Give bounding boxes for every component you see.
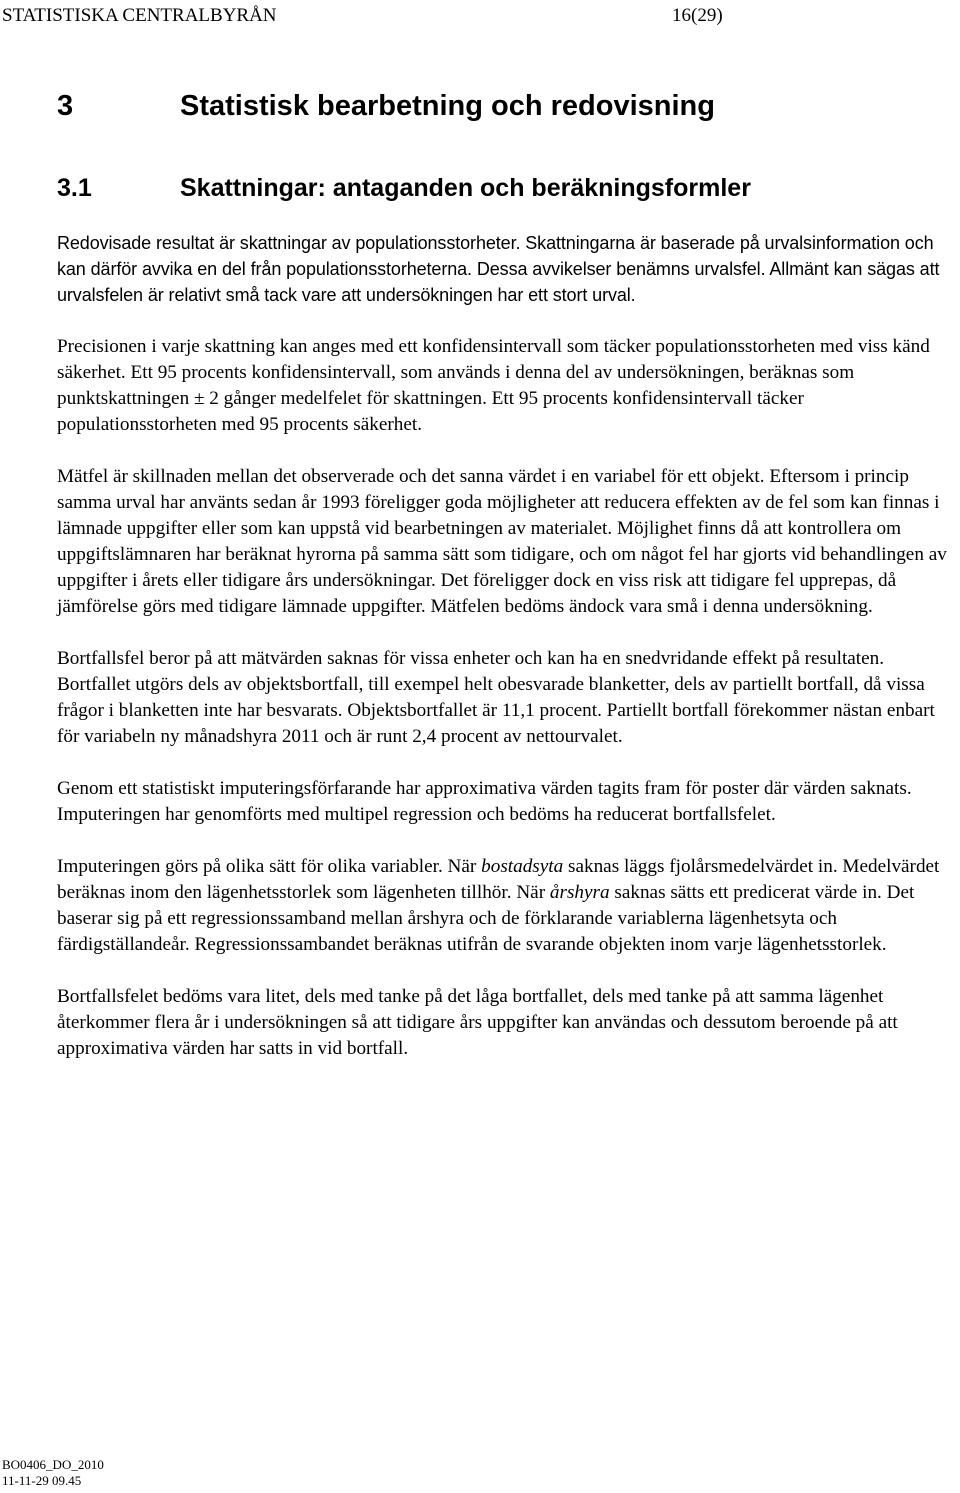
text-segment: Imputeringen görs på olika sätt för olika variabler. När (57, 856, 482, 877)
subsection-number: 3.1 (57, 174, 92, 202)
document-date: 11-11-29 09.45 (2, 1473, 82, 1488)
variable-arshyra: årshyra (549, 882, 610, 903)
organization-name: STATISTISKA CENTRALBYRÅN (2, 5, 277, 26)
page-footer (2, 1457, 104, 1489)
document-body (57, 230, 959, 1088)
text-segment: saknas sätts ett predicerat värde in. Det baserar sig på ett regressionssamband mellan årshyra och de förklarande variablerna lägenhetsyta och färdigställandeår. Regressionssambandet beräknas utifrån de svarande objekten inom varje lägenhetsstorlek. (57, 882, 915, 955)
paragraph-imputation-variables (57, 854, 959, 958)
paragraph-precision: Precisionen i varje skattning kan anges med ett konfidensintervall som täcker populationsstorheten med viss känd säkerhet. Ett 95 procents konfidensintervall, som används i denna del av undersökningen, beräknas som punktskattningen ± 2 gånger medelfelet för skattningen. Ett 95 procents konfidensintervall täcker populationsstorheten med 95 procents säkerhet. (57, 336, 930, 435)
document-code: BO0406_DO_2010 (2, 1457, 104, 1472)
variable-bostadsyta: bostadsyta (481, 856, 564, 877)
paragraph-imputation: Genom ett statistiskt imputeringsförfarande har approximativa värden tagits fram för poster där värden saknats. Imputeringen har genomförts med multipel regression och bedöms ha reducerat bortfallsfelet. (57, 778, 912, 825)
section-number: 3 (57, 90, 74, 122)
section-heading (57, 90, 715, 123)
paragraph-nonresponse-assessment: Bortfallsfelet bedöms vara litet, dels med tanke på det låga bortfallet, dels med tanke på att samma lägenhet återkommer flera år i undersökningen så att tidigare års uppgifter kan användas och dessutom beroende på att approximativa värden har satts in vid bortfall. (57, 986, 898, 1059)
paragraph-measurement-error: Mätfel är skillnaden mellan det observerade och det sanna värdet i en variabel för ett objekt. Eftersom i princip samma urval har använts sedan år 1993 föreligger goda möjligheter att reducera effekten av de fel som kan finnas i lämnade uppgifter eller som kan uppstå vid bearbetningen av materialet. Möjlighet finns då att kontrollera om uppgiftslämnaren har beräknat hyrorna på samma sätt som tidigare, och om något fel har gjorts vid behandlingen av uppgifter i årets eller tidigare års undersökningar. Det föreligger dock en viss risk att tidigare fel upprepas, då jämförelse görs med tidigare lämnade uppgifter. Mätfelen bedöms ändock vara små i denna undersökning. (57, 466, 947, 617)
paragraph-sampling-error: Redovisade resultat är skattningar av populationsstorheter. Skattningarna är baserade på urvalsinformation och kan därför avvika en del från populationsstorheterna. Dessa avvikelser benämns urvalsfel. Allmänt kan sägas att urvalsfelen är relativt små tack vare att undersökningen har ett stort urval. (57, 233, 940, 305)
subsection-heading (57, 174, 751, 203)
subsection-title: Skattningar: antaganden och beräkningsformler (180, 174, 751, 202)
section-title: Statistisk bearbetning och redovisning (180, 90, 715, 122)
text-segment: saknas läggs fjolårsmedelvärdet in. Medelvärdet beräknas inom den lägenhetsstorlek som lägenheten tillhör. När (57, 856, 940, 903)
page-number: 16(29) (672, 5, 723, 26)
paragraph-nonresponse-error: Bortfallsfel beror på att mätvärden saknas för vissa enheter och kan ha en snedvridande effekt på resultaten. Bortfallet utgörs dels av objektsbortfall, till exempel helt obesvarade blanketter, dels av partiellt bortfall, då vissa frågor i blanketten inte har besvarats. Objektsbortfallet är 11,1 procent. Partiellt bortfall förekommer nästan enbart för variabeln ny månadshyra 2011 och är runt 2,4 procent av nettourvalet. (57, 648, 935, 747)
